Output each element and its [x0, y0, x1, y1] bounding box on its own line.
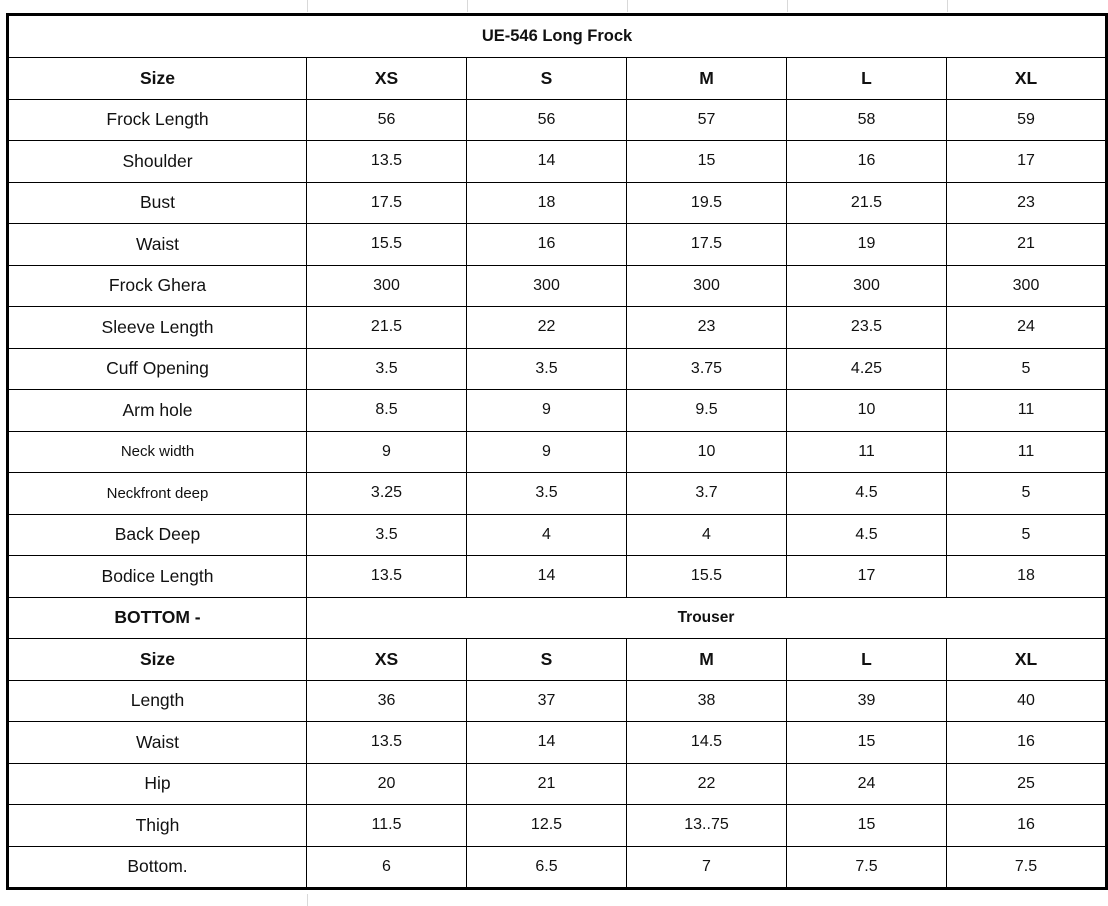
- value-cell[interactable]: 18: [467, 182, 627, 224]
- row-label[interactable]: Frock Ghera: [8, 265, 307, 307]
- value-cell[interactable]: 22: [467, 307, 627, 349]
- value-cell[interactable]: 300: [307, 265, 467, 307]
- header-cell[interactable]: M: [627, 58, 787, 100]
- value-cell[interactable]: 15: [627, 141, 787, 183]
- value-cell[interactable]: 21: [947, 224, 1107, 266]
- measurement-row: [8, 680, 1107, 722]
- row-label[interactable]: Neckfront deep: [8, 473, 307, 515]
- value-cell[interactable]: 10: [627, 431, 787, 473]
- row-label[interactable]: Waist: [8, 722, 307, 764]
- value-cell[interactable]: 16: [467, 224, 627, 266]
- table-title[interactable]: UE-546 Long Frock: [8, 15, 1107, 58]
- row-label[interactable]: Bodice Length: [8, 556, 307, 598]
- value-cell[interactable]: 23: [947, 182, 1107, 224]
- value-cell[interactable]: 13.5: [307, 141, 467, 183]
- value-cell[interactable]: 11: [947, 431, 1107, 473]
- row-label[interactable]: Neck width: [8, 431, 307, 473]
- value-cell[interactable]: 4.25: [787, 348, 947, 390]
- value-cell[interactable]: 56: [307, 99, 467, 141]
- value-cell[interactable]: 7.5: [787, 846, 947, 889]
- size-chart-table: [6, 13, 1108, 890]
- row-label[interactable]: Waist: [8, 224, 307, 266]
- value-cell[interactable]: 15: [787, 722, 947, 764]
- row-label[interactable]: Length: [8, 680, 307, 722]
- value-cell[interactable]: 300: [627, 265, 787, 307]
- value-cell[interactable]: 5: [947, 473, 1107, 515]
- value-cell[interactable]: 37: [467, 680, 627, 722]
- value-cell[interactable]: 19.5: [627, 182, 787, 224]
- header-cell[interactable]: XS: [307, 639, 467, 681]
- gridline: [787, 0, 788, 12]
- measurement-row: [8, 390, 1107, 432]
- value-cell[interactable]: 21.5: [307, 307, 467, 349]
- value-cell[interactable]: 21.5: [787, 182, 947, 224]
- value-cell[interactable]: 9.5: [627, 390, 787, 432]
- row-label[interactable]: Hip: [8, 763, 307, 805]
- value-cell[interactable]: 16: [787, 141, 947, 183]
- value-cell[interactable]: 3.25: [307, 473, 467, 515]
- value-cell[interactable]: 15: [787, 805, 947, 847]
- value-cell[interactable]: 17.5: [307, 182, 467, 224]
- value-cell[interactable]: 9: [467, 431, 627, 473]
- value-cell[interactable]: 15.5: [307, 224, 467, 266]
- header-cell[interactable]: Size: [8, 58, 307, 100]
- measurement-row: [8, 556, 1107, 598]
- value-cell[interactable]: 36: [307, 680, 467, 722]
- header-cell[interactable]: M: [627, 639, 787, 681]
- value-cell[interactable]: 57: [627, 99, 787, 141]
- value-cell[interactable]: 3.75: [627, 348, 787, 390]
- value-cell[interactable]: 23: [627, 307, 787, 349]
- row-label[interactable]: Frock Length: [8, 99, 307, 141]
- value-cell[interactable]: 9: [467, 390, 627, 432]
- header-cell[interactable]: XL: [947, 639, 1107, 681]
- value-cell[interactable]: 13..75: [627, 805, 787, 847]
- value-cell[interactable]: 14: [467, 722, 627, 764]
- value-cell[interactable]: 14.5: [627, 722, 787, 764]
- value-cell[interactable]: 40: [947, 680, 1107, 722]
- value-cell[interactable]: 4.5: [787, 473, 947, 515]
- value-cell[interactable]: 10: [787, 390, 947, 432]
- value-cell[interactable]: 11.5: [307, 805, 467, 847]
- gridline: [307, 894, 308, 906]
- value-cell[interactable]: 24: [787, 763, 947, 805]
- header-cell[interactable]: XL: [947, 58, 1107, 100]
- measurement-row: [8, 182, 1107, 224]
- value-cell[interactable]: 39: [787, 680, 947, 722]
- row-label[interactable]: Shoulder: [8, 141, 307, 183]
- measurement-row: [8, 763, 1107, 805]
- value-cell[interactable]: 9: [307, 431, 467, 473]
- value-cell[interactable]: 14: [467, 141, 627, 183]
- measurement-row: [8, 473, 1107, 515]
- value-cell[interactable]: 13.5: [307, 556, 467, 598]
- measurement-row: [8, 431, 1107, 473]
- measurement-row: [8, 846, 1107, 889]
- row-label[interactable]: Back Deep: [8, 514, 307, 556]
- value-cell[interactable]: 38: [627, 680, 787, 722]
- value-cell[interactable]: 16: [947, 805, 1107, 847]
- bottom-section-label[interactable]: BOTTOM -: [8, 597, 307, 639]
- value-cell[interactable]: 13.5: [307, 722, 467, 764]
- row-label[interactable]: Thigh: [8, 805, 307, 847]
- value-cell[interactable]: 6: [307, 846, 467, 889]
- value-cell[interactable]: 4.5: [787, 514, 947, 556]
- row-label[interactable]: Bust: [8, 182, 307, 224]
- value-cell[interactable]: 5: [947, 348, 1107, 390]
- gridline: [307, 0, 308, 12]
- row-label[interactable]: Arm hole: [8, 390, 307, 432]
- title-row: [8, 15, 1107, 58]
- value-cell[interactable]: 59: [947, 99, 1107, 141]
- value-cell[interactable]: 3.5: [467, 348, 627, 390]
- value-cell[interactable]: 21: [467, 763, 627, 805]
- value-cell[interactable]: 4: [467, 514, 627, 556]
- value-cell[interactable]: 300: [947, 265, 1107, 307]
- measurement-row: [8, 141, 1107, 183]
- header-cell[interactable]: XS: [307, 58, 467, 100]
- value-cell[interactable]: 14: [467, 556, 627, 598]
- value-cell[interactable]: 17.5: [627, 224, 787, 266]
- bottom-header-row: [8, 639, 1107, 681]
- value-cell[interactable]: 5: [947, 514, 1107, 556]
- measurement-row: [8, 514, 1107, 556]
- value-cell[interactable]: 3.7: [627, 473, 787, 515]
- value-cell[interactable]: 56: [467, 99, 627, 141]
- measurement-row: [8, 722, 1107, 764]
- size-chart-body: [8, 15, 1107, 889]
- value-cell[interactable]: 3.5: [307, 514, 467, 556]
- header-cell[interactable]: L: [787, 639, 947, 681]
- value-cell[interactable]: 7.5: [947, 846, 1107, 889]
- value-cell[interactable]: 300: [467, 265, 627, 307]
- value-cell[interactable]: 6.5: [467, 846, 627, 889]
- header-cell[interactable]: S: [467, 58, 627, 100]
- value-cell[interactable]: 300: [787, 265, 947, 307]
- value-cell[interactable]: 7: [627, 846, 787, 889]
- value-cell[interactable]: 17: [947, 141, 1107, 183]
- value-cell[interactable]: 4: [627, 514, 787, 556]
- value-cell[interactable]: 17: [787, 556, 947, 598]
- value-cell[interactable]: 11: [947, 390, 1107, 432]
- value-cell[interactable]: 24: [947, 307, 1107, 349]
- measurement-row: [8, 805, 1107, 847]
- value-cell[interactable]: 22: [627, 763, 787, 805]
- row-label[interactable]: Bottom.: [8, 846, 307, 889]
- value-cell[interactable]: 20: [307, 763, 467, 805]
- header-cell[interactable]: S: [467, 639, 627, 681]
- value-cell[interactable]: 23.5: [787, 307, 947, 349]
- value-cell[interactable]: 18: [947, 556, 1107, 598]
- value-cell[interactable]: 3.5: [307, 348, 467, 390]
- measurement-row: [8, 265, 1107, 307]
- value-cell[interactable]: 12.5: [467, 805, 627, 847]
- measurement-row: [8, 224, 1107, 266]
- value-cell[interactable]: 58: [787, 99, 947, 141]
- measurement-row: [8, 348, 1107, 390]
- header-cell[interactable]: L: [787, 58, 947, 100]
- measurement-row: [8, 307, 1107, 349]
- value-cell[interactable]: 11: [787, 431, 947, 473]
- value-cell[interactable]: 25: [947, 763, 1107, 805]
- gridline: [947, 0, 948, 12]
- row-label[interactable]: Sleeve Length: [8, 307, 307, 349]
- header-cell[interactable]: Size: [8, 639, 307, 681]
- measurement-row: [8, 99, 1107, 141]
- row-label[interactable]: Cuff Opening: [8, 348, 307, 390]
- top-header-row: [8, 58, 1107, 100]
- value-cell[interactable]: 19: [787, 224, 947, 266]
- value-cell[interactable]: 8.5: [307, 390, 467, 432]
- value-cell[interactable]: 16: [947, 722, 1107, 764]
- gridline: [627, 0, 628, 12]
- value-cell[interactable]: 15.5: [627, 556, 787, 598]
- bottom-section-row: [8, 597, 1107, 639]
- value-cell[interactable]: 3.5: [467, 473, 627, 515]
- bottom-type-label[interactable]: Trouser: [307, 597, 1107, 639]
- gridline: [467, 0, 468, 12]
